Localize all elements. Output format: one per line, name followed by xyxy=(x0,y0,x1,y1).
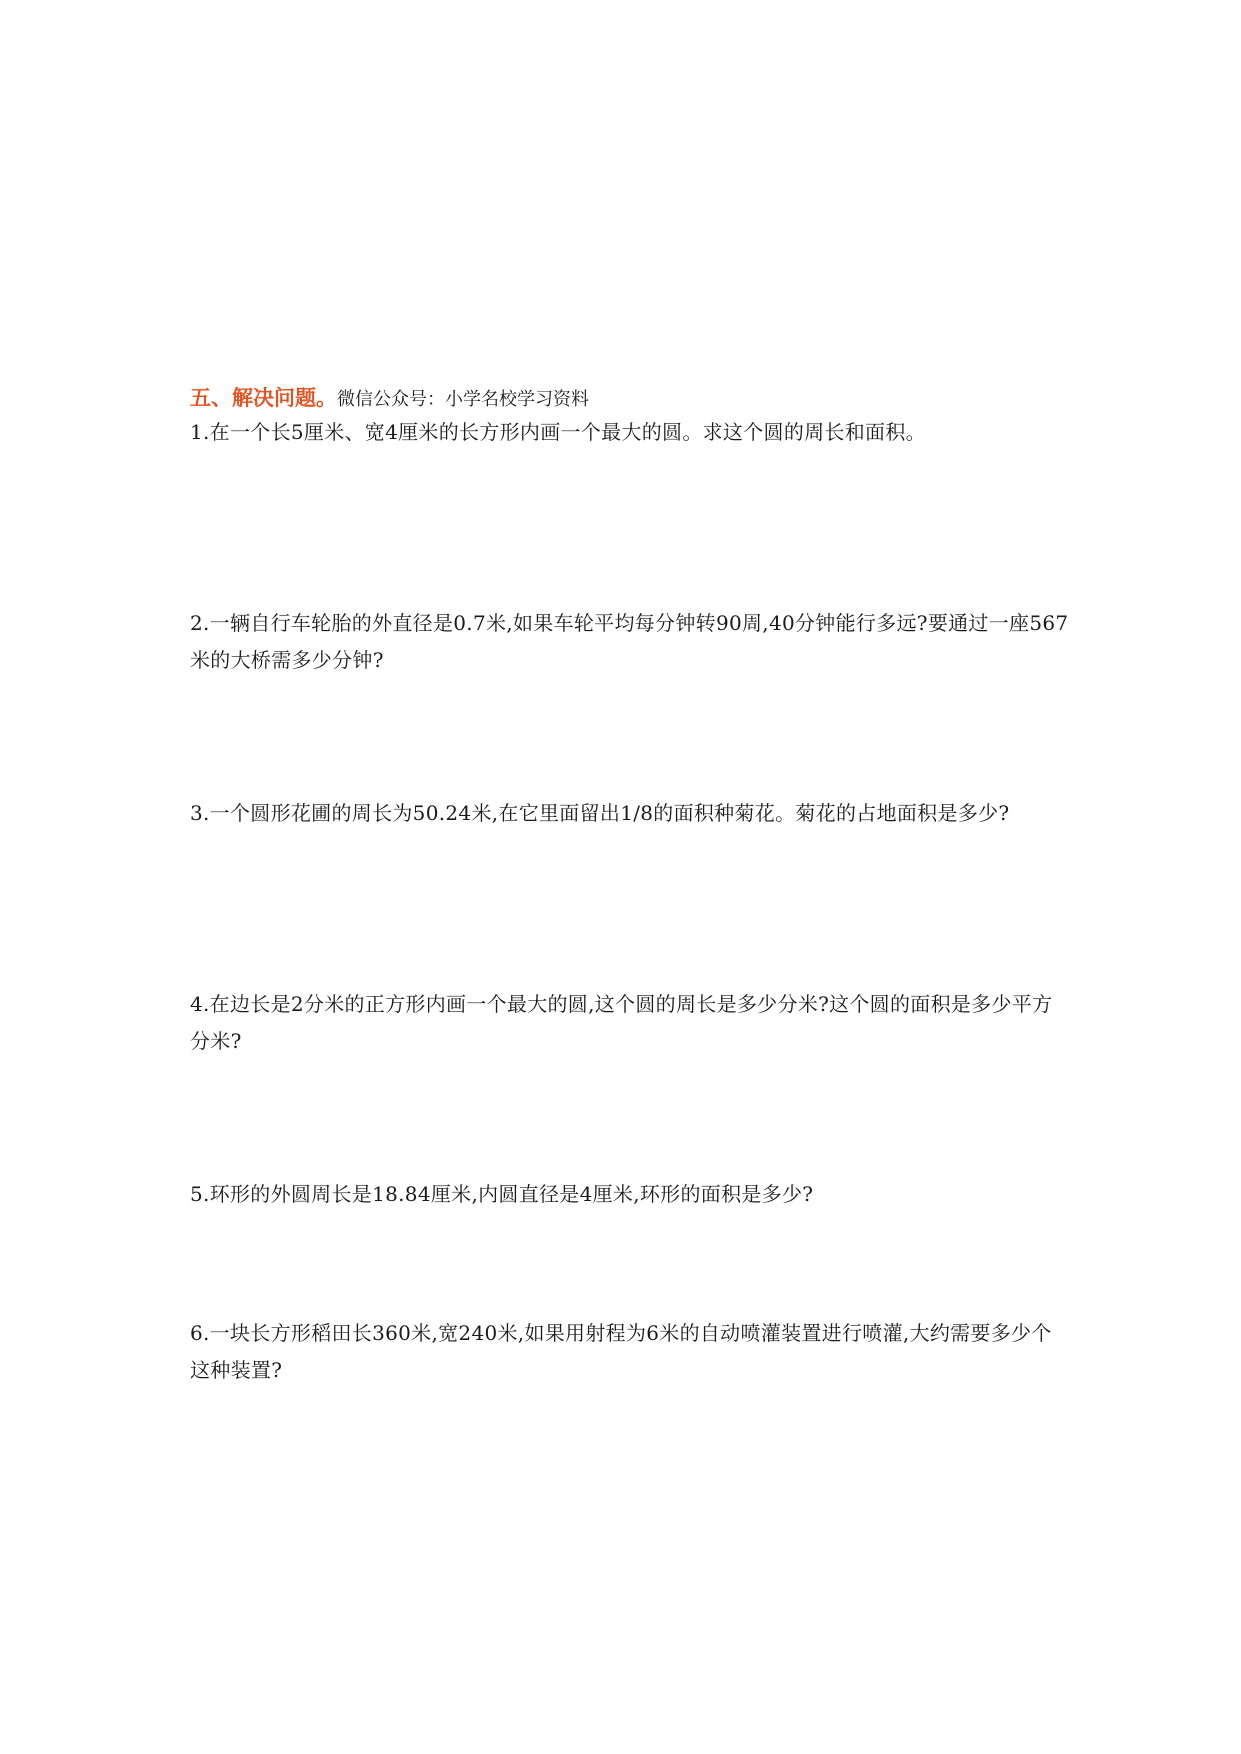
section-note: 微信公众号：小学名校学习资料 xyxy=(337,389,589,410)
section-header xyxy=(190,384,589,414)
question-2: 2.一辆自行车轮胎的外直径是0.7米,如果车轮平均每分钟转90周,40分钟能行多远?要通过一座567米的大桥需多少分钟? xyxy=(190,611,1069,672)
question-1: 1.在一个长5厘米、宽4厘米的长方形内画一个最大的圆。求这个圆的周长和面积。 xyxy=(190,420,926,444)
question-3: 3.一个圆形花圃的周长为50.24米,在它里面留出1/8的面积种菊花。菊花的占地面积是多少? xyxy=(190,801,1010,825)
section-title: 五、解决问题。 xyxy=(190,386,337,410)
question-4: 4.在边长是2分米的正方形内画一个最大的圆,这个圆的周长是多少分米?这个圆的面积是多少平方分米? xyxy=(190,992,1053,1053)
question-6: 6.一块长方形稻田长360米,宽240米,如果用射程为6米的自动喷灌装置进行喷灌,大约需要多少个这种装置? xyxy=(190,1321,1052,1382)
question-5: 5.环形的外圆周长是18.84厘米,内圆直径是4厘米,环形的面积是多少? xyxy=(190,1182,814,1206)
